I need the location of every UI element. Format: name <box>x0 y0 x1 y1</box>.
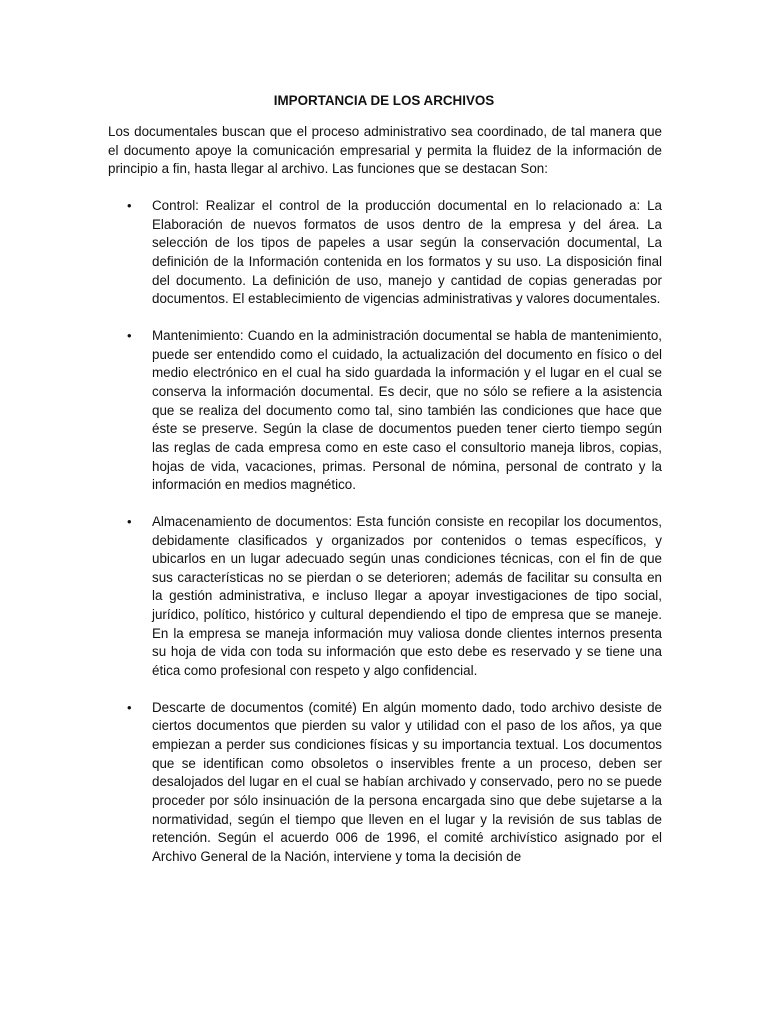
bullet-icon: • <box>127 198 132 213</box>
list-item-text: Descarte de documentos (comité) En algún momento dado, todo archivo desiste de ciertos documentos que pierden su valor y utilidad con el paso de los años, ya que empiezan a perder sus condiciones físicas y su importancia textual. Los documentos que se identifican como obsoletos o inservibles frente a un proceso, deben ser desalojados del lugar en el cual se habían archivado y conservado, pero no se puede proceder por sólo insinuación de la persona encargada sino que debe sujetarse a la normatividad, según el tiempo que lleven en el lugar y la revisión de sus tablas de retención. Según el acuerdo 006 de 1996, el comité archivístico asignado por el Archivo General de la Nación, interviene y toma la decisión de <box>152 699 662 864</box>
intro-paragraph: Los documentales buscan que el proceso administrativo sea coordinado, de tal manera que el documento apoye la comunicación empresarial y permita la fluidez de la información de principio a fin, hasta llegar al archivo. Las funciones que se destacan Son: <box>108 124 662 177</box>
list-item-mantenimiento <box>108 327 662 495</box>
functions-list <box>108 197 662 885</box>
bullet-icon: • <box>127 327 132 343</box>
list-item-text: Mantenimiento: Cuando en la administración documental se habla de mantenimiento, puede ser entendido como el cuidado, la actualización del documento en físico o del medio electrónico en el cual ha sido guardada la información y el lugar en el cual se conserva la información documental. Es decir, que no sólo se refiere a la asistencia que se realiza del documento como tal, sino también las condiciones que hace que éste se preserve. Según la clase de documentos pueden tener cierto tiempo según las reglas de cada empresa como en este caso el consultorio maneja libros, copias, hojas de vida, vacaciones, primas. Personal de nómina, personal de contrato y la información en medios magnético. <box>152 327 662 493</box>
list-item-almacenamiento <box>108 513 662 681</box>
list-item-text: Almacenamiento de documentos: Esta función consiste en recopilar los documentos, debidamente clasificados y organizados por contenidos o temas específicos, y ubicarlos en un lugar adecuado según unas condiciones técnicas, con el fin de que sus características no se pierdan o se deterioren; además de facilitar su consulta en la gestión administrativa, e incluso llegar a apoyar investigaciones de tipo social, jurídico, político, histórico y cultural dependiendo el tipo de empresa que se maneje. En la empresa se maneja información muy valiosa donde clientes internos presenta su hoja de vida con toda su información que esto debe es reservado y se tiene una ética como profesional con respeto y algo confidencial. <box>152 513 662 679</box>
bullet-icon: • <box>127 513 132 529</box>
bullet-icon: • <box>127 699 132 715</box>
list-item-control <box>108 197 662 309</box>
document-title: IMPORTANCIA DE LOS ARCHIVOS <box>273 93 495 108</box>
list-item-text: Control: Realizar el control de la producción documental en lo relacionado a: La Elaboración de nuevos formatos de usos dentro de la empresa y del área. La selección de los tipos de papeles a usar según la conservación documental, La definición de la Información contenida en los formatos y su uso. La disposición final del documento. La definición de uso, manejo y cantidad de copias generadas por documentos. El establecimiento de vigencias administrativas y valores documentales. <box>152 198 662 307</box>
list-item-descarte <box>108 699 662 867</box>
